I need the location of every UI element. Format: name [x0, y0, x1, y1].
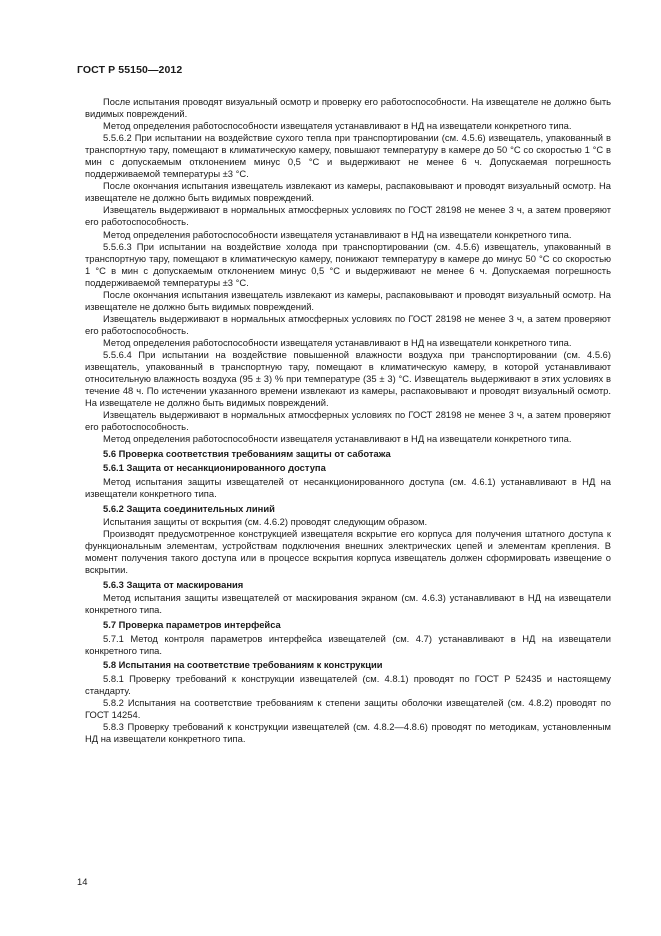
- body-paragraph: 5.8.3 Проверку требований к конструкции извещателей (см. 4.8.2—4.8.6) проводят по методикам, установленным НД на извещатели конкретного типа.: [85, 720, 611, 744]
- body-paragraph: 5.8.2 Испытания на соответствие требованиям к степени защиты оболочки извещателей (см. 4.8.2) проводят по ГОСТ 14254.: [85, 696, 611, 720]
- body-paragraph: 5.8.1 Проверку требований к конструкции извещателей (см. 4.8.1) проводят по ГОСТ Р 52435 и настоящему стандарту.: [85, 672, 611, 696]
- page-number: 14: [77, 876, 88, 887]
- body-paragraph: 5.5.6.4 При испытании на воздействие повышенной влажности воздуха при транспортировании (см. 4.5.6) извещатель, упакованный в транспортную тару, помещают в климатическую камеру, в которой устанавливают относительную влажность воздуха (95 ± 3) % при температуре (35 ± 3) °С. Извещатель выдерживают в этих условиях в течение 48 ч. По истечении указанного времени извлекают из камеры, распаковывают и проводят визуальный осмотр. На извещателе не должно быть видимых повреждений.: [85, 348, 611, 409]
- body-paragraph: Извещатель выдерживают в нормальных атмосферных условиях по ГОСТ 28198 не менее 3 ч, а затем проверяют его работоспособность.: [85, 409, 611, 433]
- body-paragraph: После окончания испытания извещатель извлекают из камеры, распаковывают и проводят визуальный осмотр. На извещателе не должно быть видимых повреждений.: [85, 288, 611, 312]
- body-paragraph: 5.5.6.3 При испытании на воздействие холода при транспортировании (см. 4.5.6) извещатель, упакованный в транспортную тару, помещают в климатическую камеру, понижают температуру в камере до минус 50 °С со скоростью 1 °С в мин с допускаемым отклонением минус 0,5 °С и выдерживают не менее 6 ч. Допускаемая погрешность поддерживаемой температуры ±3 °С.: [85, 240, 611, 288]
- body-paragraph: 5.7.1 Метод контроля параметров интерфейса извещателей (см. 4.7) устанавливают в НД на извещатели конкретного типа.: [85, 632, 611, 656]
- section-heading: 5.6.3 Защита от маскирования: [103, 578, 244, 590]
- body-paragraph: Метод испытания защиты извещателей от маскирования экраном (см. 4.6.3) устанавливают в НД на извещатели конкретного типа.: [85, 592, 611, 616]
- document-body: [85, 96, 611, 745]
- body-paragraph: Метод определения работоспособности извещателя устанавливают в НД на извещатели конкретного типа.: [103, 336, 572, 348]
- body-paragraph: Испытания защиты от вскрытия (см. 4.6.2) проводят следующим образом.: [103, 516, 428, 528]
- body-paragraph: После испытания проводят визуальный осмотр и проверку его работоспособности. На извещателе не должно быть видимых повреждений.: [85, 96, 611, 120]
- body-paragraph: Метод определения работоспособности извещателя устанавливают в НД на извещатели конкретного типа.: [103, 120, 572, 132]
- body-paragraph: Извещатель выдерживают в нормальных атмосферных условиях по ГОСТ 28198 не менее 3 ч, а затем проверяют его работоспособность.: [85, 204, 611, 228]
- section-heading: 5.6.1 Защита от несанкционированного доступа: [103, 462, 326, 474]
- body-paragraph: Метод определения работоспособности извещателя устанавливают в НД на извещатели конкретного типа.: [103, 228, 572, 240]
- section-heading: 5.6.2 Защита соединительных линий: [103, 502, 275, 514]
- section-heading: 5.8 Испытания на соответствие требованиям к конструкции: [103, 659, 383, 671]
- body-paragraph: Метод испытания защиты извещателей от несанкционированного доступа (см. 4.6.1) устанавливают в НД на извещатели конкретного типа.: [85, 475, 611, 499]
- section-heading: 5.7 Проверка параметров интерфейса: [103, 618, 281, 630]
- section-heading: 5.6 Проверка соответствия требованиям защиты от саботажа: [103, 447, 391, 459]
- body-paragraph: Производят предусмотренное конструкцией извещателя вскрытие его корпуса для получения штатного доступа к функциональным элементам, устройствам подключения внешних электрических цепей и элементам крепления. В момент получения такого доступа или в процессе вскрытия корпуса извещатель должен сформировать извещение о вскрытии.: [85, 528, 611, 576]
- page-header-standard-id: ГОСТ Р 55150—2012: [77, 64, 183, 76]
- body-paragraph: Метод определения работоспособности извещателя устанавливают в НД на извещатели конкретного типа.: [103, 433, 572, 445]
- body-paragraph: Извещатель выдерживают в нормальных атмосферных условиях по ГОСТ 28198 не менее 3 ч, а затем проверяют его работоспособность.: [85, 312, 611, 336]
- body-paragraph: После окончания испытания извещатель извлекают из камеры, распаковывают и проводят визуальный осмотр. На извещателе не должно быть видимых повреждений.: [85, 180, 611, 204]
- body-paragraph: 5.5.6.2 При испытании на воздействие сухого тепла при транспортировании (см. 4.5.6) извещатель, упакованный в транспортную тару, помещают в климатическую камеру, повышают температуру в камере до 50 °С со скоростью 1 °С в мин с допускаемым отклонением минус 0,5 °С и выдерживают не менее 6 ч. Допускаемая погрешность поддерживаемой температуры ±3 °С.: [85, 132, 611, 180]
